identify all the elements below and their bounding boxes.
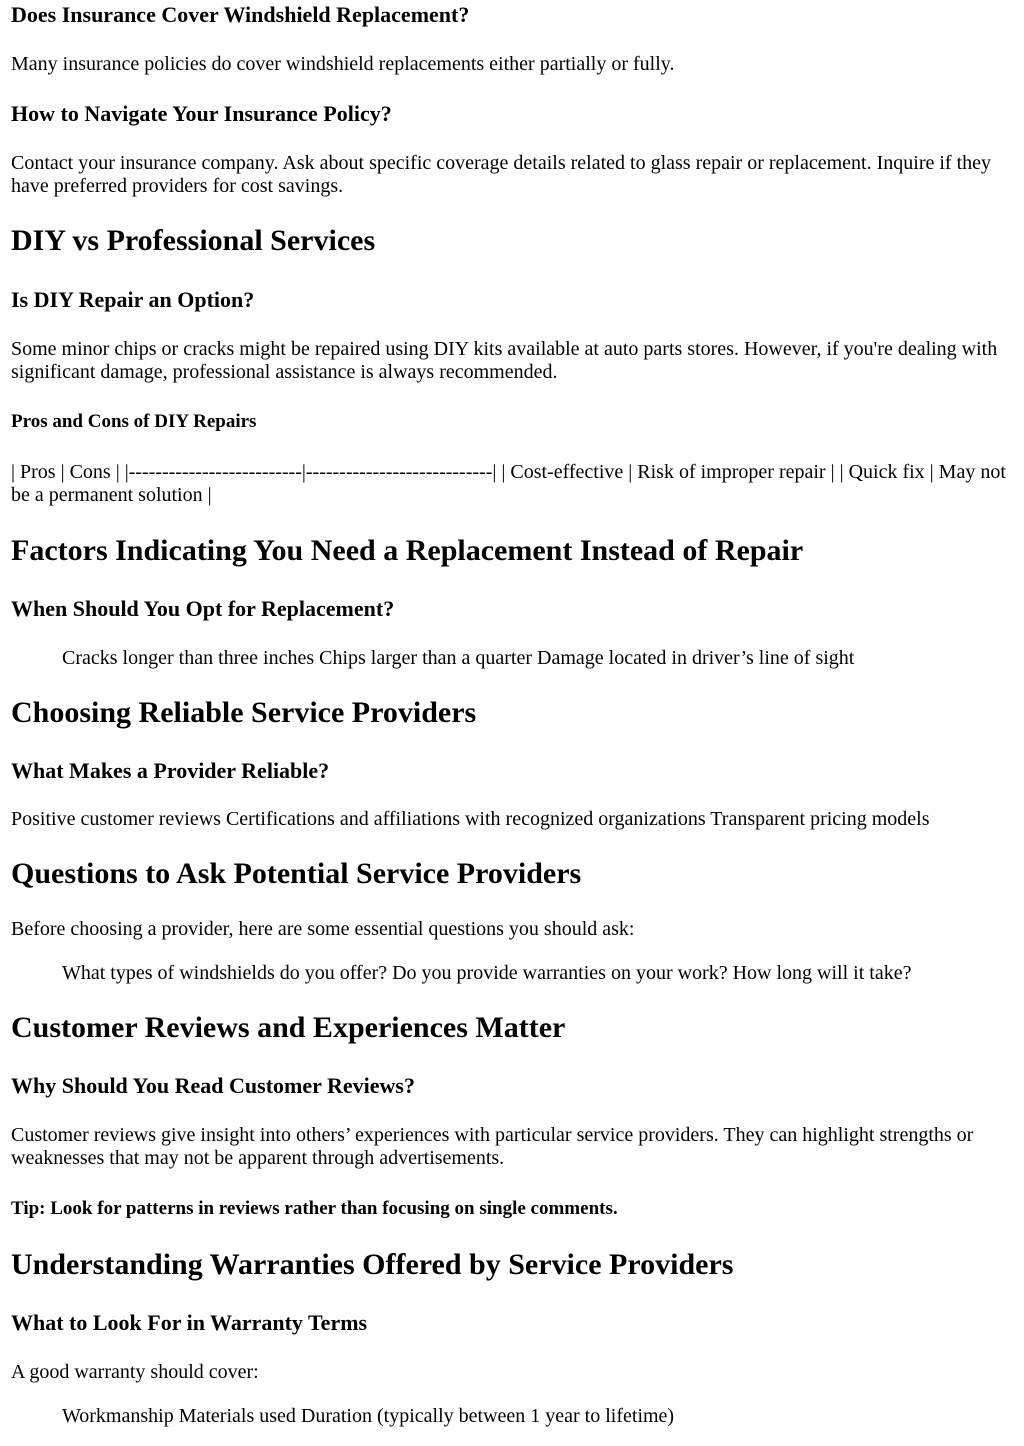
blockquote-provider-questions: What types of windshields do you offer? Do you provide warranties on your work? How long will it take? <box>62 962 912 984</box>
paragraph-provider-reliable: Positive customer reviews Certifications and affiliations with recognized organizations Transparent pricing models <box>11 808 930 830</box>
blockquote-warranty-coverage: Workmanship Materials used Duration (typically between 1 year to lifetime) <box>62 1405 675 1427</box>
paragraph-diy-option: Some minor chips or cracks might be repaired using DIY kits available at auto parts stores. However, if you're dealing with significant damage, professional assistance is always recommended. <box>11 338 998 383</box>
heading-why-read-reviews: Why Should You Read Customer Reviews? <box>11 1073 415 1098</box>
heading-provider-reliable: What Makes a Provider Reliable? <box>11 758 330 783</box>
paragraph-navigate-policy: Contact your insurance company. Ask about specific coverage details related to glass repair or replacement. Inquire if they have preferred providers for cost savings. <box>11 152 991 197</box>
paragraph-questions-intro: Before choosing a provider, here are some essential questions you should ask: <box>11 918 635 940</box>
heading-insurance-cover: Does Insurance Cover Windshield Replacement? <box>11 2 470 27</box>
heading-customer-reviews: Customer Reviews and Experiences Matter <box>11 1011 566 1044</box>
heading-pros-cons: Pros and Cons of DIY Repairs <box>11 411 257 432</box>
heading-diy-vs-professional: DIY vs Professional Services <box>11 224 376 257</box>
heading-warranties: Understanding Warranties Offered by Service Providers <box>11 1248 734 1281</box>
heading-questions-providers: Questions to Ask Potential Service Providers <box>11 857 582 890</box>
heading-diy-option: Is DIY Repair an Option? <box>11 287 255 312</box>
heading-reliable-providers: Choosing Reliable Service Providers <box>11 696 477 729</box>
paragraph-why-read-reviews: Customer reviews give insight into others’ experiences with particular service providers. They can highlight strengths or weaknesses that may not be apparent through advertisements. <box>11 1124 974 1169</box>
heading-replacement-factors: Factors Indicating You Need a Replacement Instead of Repair <box>11 534 804 567</box>
paragraph-insurance-cover: Many insurance policies do cover windshield replacements either partially or fully. <box>11 53 675 75</box>
heading-opt-replacement: When Should You Opt for Replacement? <box>11 596 395 621</box>
heading-review-tip: Tip: Look for patterns in reviews rather than focusing on single comments. <box>11 1198 618 1219</box>
heading-navigate-policy: How to Navigate Your Insurance Policy? <box>11 101 392 126</box>
paragraph-warranty-intro: A good warranty should cover: <box>11 1361 259 1383</box>
blockquote-replacement-signs: Cracks longer than three inches Chips larger than a quarter Damage located in driver’s line of sight <box>62 647 855 669</box>
heading-warranty-terms: What to Look For in Warranty Terms <box>11 1310 368 1335</box>
paragraph-pros-cons-table: | Pros | Cons | |--------------------------|----------------------------| | Cost-effective | Risk of improper repair | | Quick fix | May not be a permanent solution | <box>11 461 1006 506</box>
